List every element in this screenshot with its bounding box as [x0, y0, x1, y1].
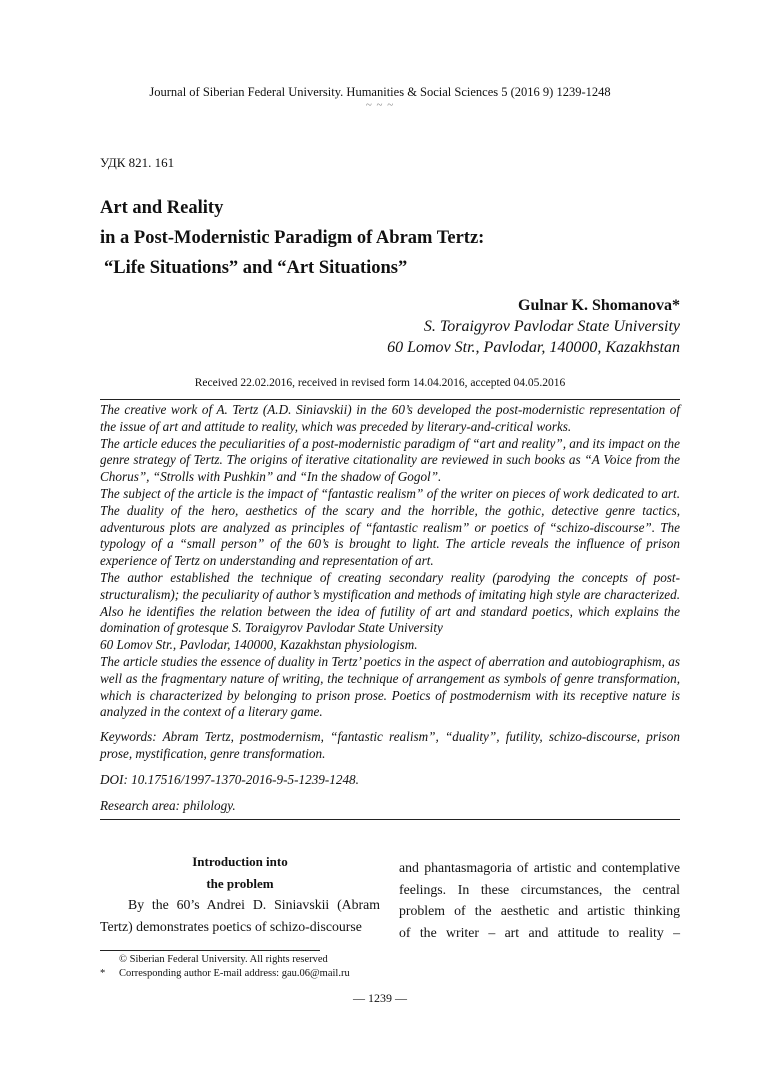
footnote-copyright: [100, 953, 660, 967]
left-column: [100, 851, 380, 937]
author-name: Gulnar K. Shomanova*: [518, 297, 680, 314]
intro-heading-line-1: Introduction into: [192, 854, 288, 869]
abstract-paragraph: The author established the technique of creating secondary reality (parodying the concepts of post-structuralism); the peculiarity of author’s mystification and methods of imitating high style are characterized. Also he identifies the relation between the idea of futility of art and standard poetics, which explains the domination of grotesque S. Toraigyrov Pavlodar State University: [100, 569, 680, 636]
intro-right-line: of the writer – art and attitude to reality –: [399, 924, 680, 940]
corresponding-author-text: Corresponding author E-mail address: gau.06@mail.ru: [119, 968, 350, 979]
article-title: [100, 193, 680, 283]
title-line-2: in a Post-Modernistic Paradigm of Abram Tertz:: [100, 228, 485, 248]
header-separator: ~ ~ ~: [365, 99, 395, 111]
title-line-3: “Life Situations” and “Art Situations”: [104, 258, 408, 278]
copyright-text: © Siberian Federal University. All rights reserved: [119, 954, 328, 965]
right-column: [399, 857, 680, 943]
intro-right-line: feelings. In these circumstances, the central: [399, 881, 680, 897]
abstract-paragraph: 60 Lomov Str., Pavlodar, 140000, Kazakhstan physiologism.: [100, 637, 418, 653]
abstract-paragraph: The creative work of A. Tertz (A.D. Siniavskii) in the 60’s developed the post-modernistic representation of the issue of art and attitude to reality, which was preceded by literary-and-critical works.: [100, 402, 680, 434]
udk-code: УДК 821. 161: [100, 155, 175, 170]
abstract-paragraph: The article studies the essence of duality in Tertz’ poetics in the aspect of aberration and autobiographism, as well as the fragmentary nature of writing, the technique of arrangement as symbols of genre transformation, which is characterized by belonging to prison prose. Poetics of postmodernism with its receptive nature is analyzed in the context of a literary game.: [100, 653, 680, 720]
received-dates: Received 22.02.2016, received in revised form 14.04.2016, accepted 04.05.2016: [194, 377, 566, 389]
abstract-bottom-rule: [100, 819, 680, 820]
journal-header: Journal of Siberian Federal University. Humanities & Social Sciences 5 (2016 9) 1239-1248: [149, 85, 611, 99]
abstract-top-rule: [100, 399, 680, 400]
research-area: Research area: philology.: [100, 797, 236, 813]
author-address: 60 Lomov Str., Pavlodar, 140000, Kazakhstan: [387, 339, 680, 356]
footnote-rule: [100, 950, 320, 951]
author-block: [387, 295, 680, 358]
intro-left-text: By the 60’s Andrei D. Siniavskii (Abram Tertz) demonstrates poetics of schizo-discourse: [100, 897, 380, 934]
intro-right-line: problem of the aesthetic and artistic thinking: [399, 903, 680, 918]
doi: DOI: 10.17516/1997-1370-2016-9-5-1239-1248.: [100, 771, 359, 787]
abstract: [100, 402, 680, 814]
intro-heading-line-2: the problem: [206, 875, 274, 891]
footnote-corresponding: [100, 967, 660, 981]
abstract-paragraph: The article educes the peculiarities of a post-modernistic paradigm of “art and reality”, and its impact on the genre strategy of Tertz. The origins of iterative citationality are reviewed in such books as “A Voice from the Chorus”, “Strolls with Pushkin” and “In the shadow of Gogol”.: [100, 435, 680, 485]
intro-right-line: and phantasmagoria of artistic and contemplative: [399, 860, 680, 875]
page-number: — 1239 —: [353, 991, 407, 1005]
footnotes: [100, 953, 660, 981]
keywords: Keywords: Abram Tertz, postmodernism, “fantastic realism”, “duality”, futility, schizo-discourse, prison prose, mystification, genre transformation.: [100, 729, 680, 761]
title-line-1: Art and Reality: [100, 198, 224, 218]
abstract-paragraph: The subject of the article is the impact of “fantastic realism” of the writer on pieces of work dedicated to art. The duality of the hero, aesthetics of the scary and the horrible, the gothic, detective genre tactics, adventurous plots are analyzed as principles of “fantastic realism” or poetics of “schizo-discourse”. The typology of a “small person” of the 60’s is brought to light. The article reveals the influence of prison experience of Tertz on understanding and representation of art.: [100, 485, 680, 569]
footnote-mark: *: [100, 968, 106, 979]
author-affiliation: S. Toraigyrov Pavlodar State University: [423, 318, 680, 335]
